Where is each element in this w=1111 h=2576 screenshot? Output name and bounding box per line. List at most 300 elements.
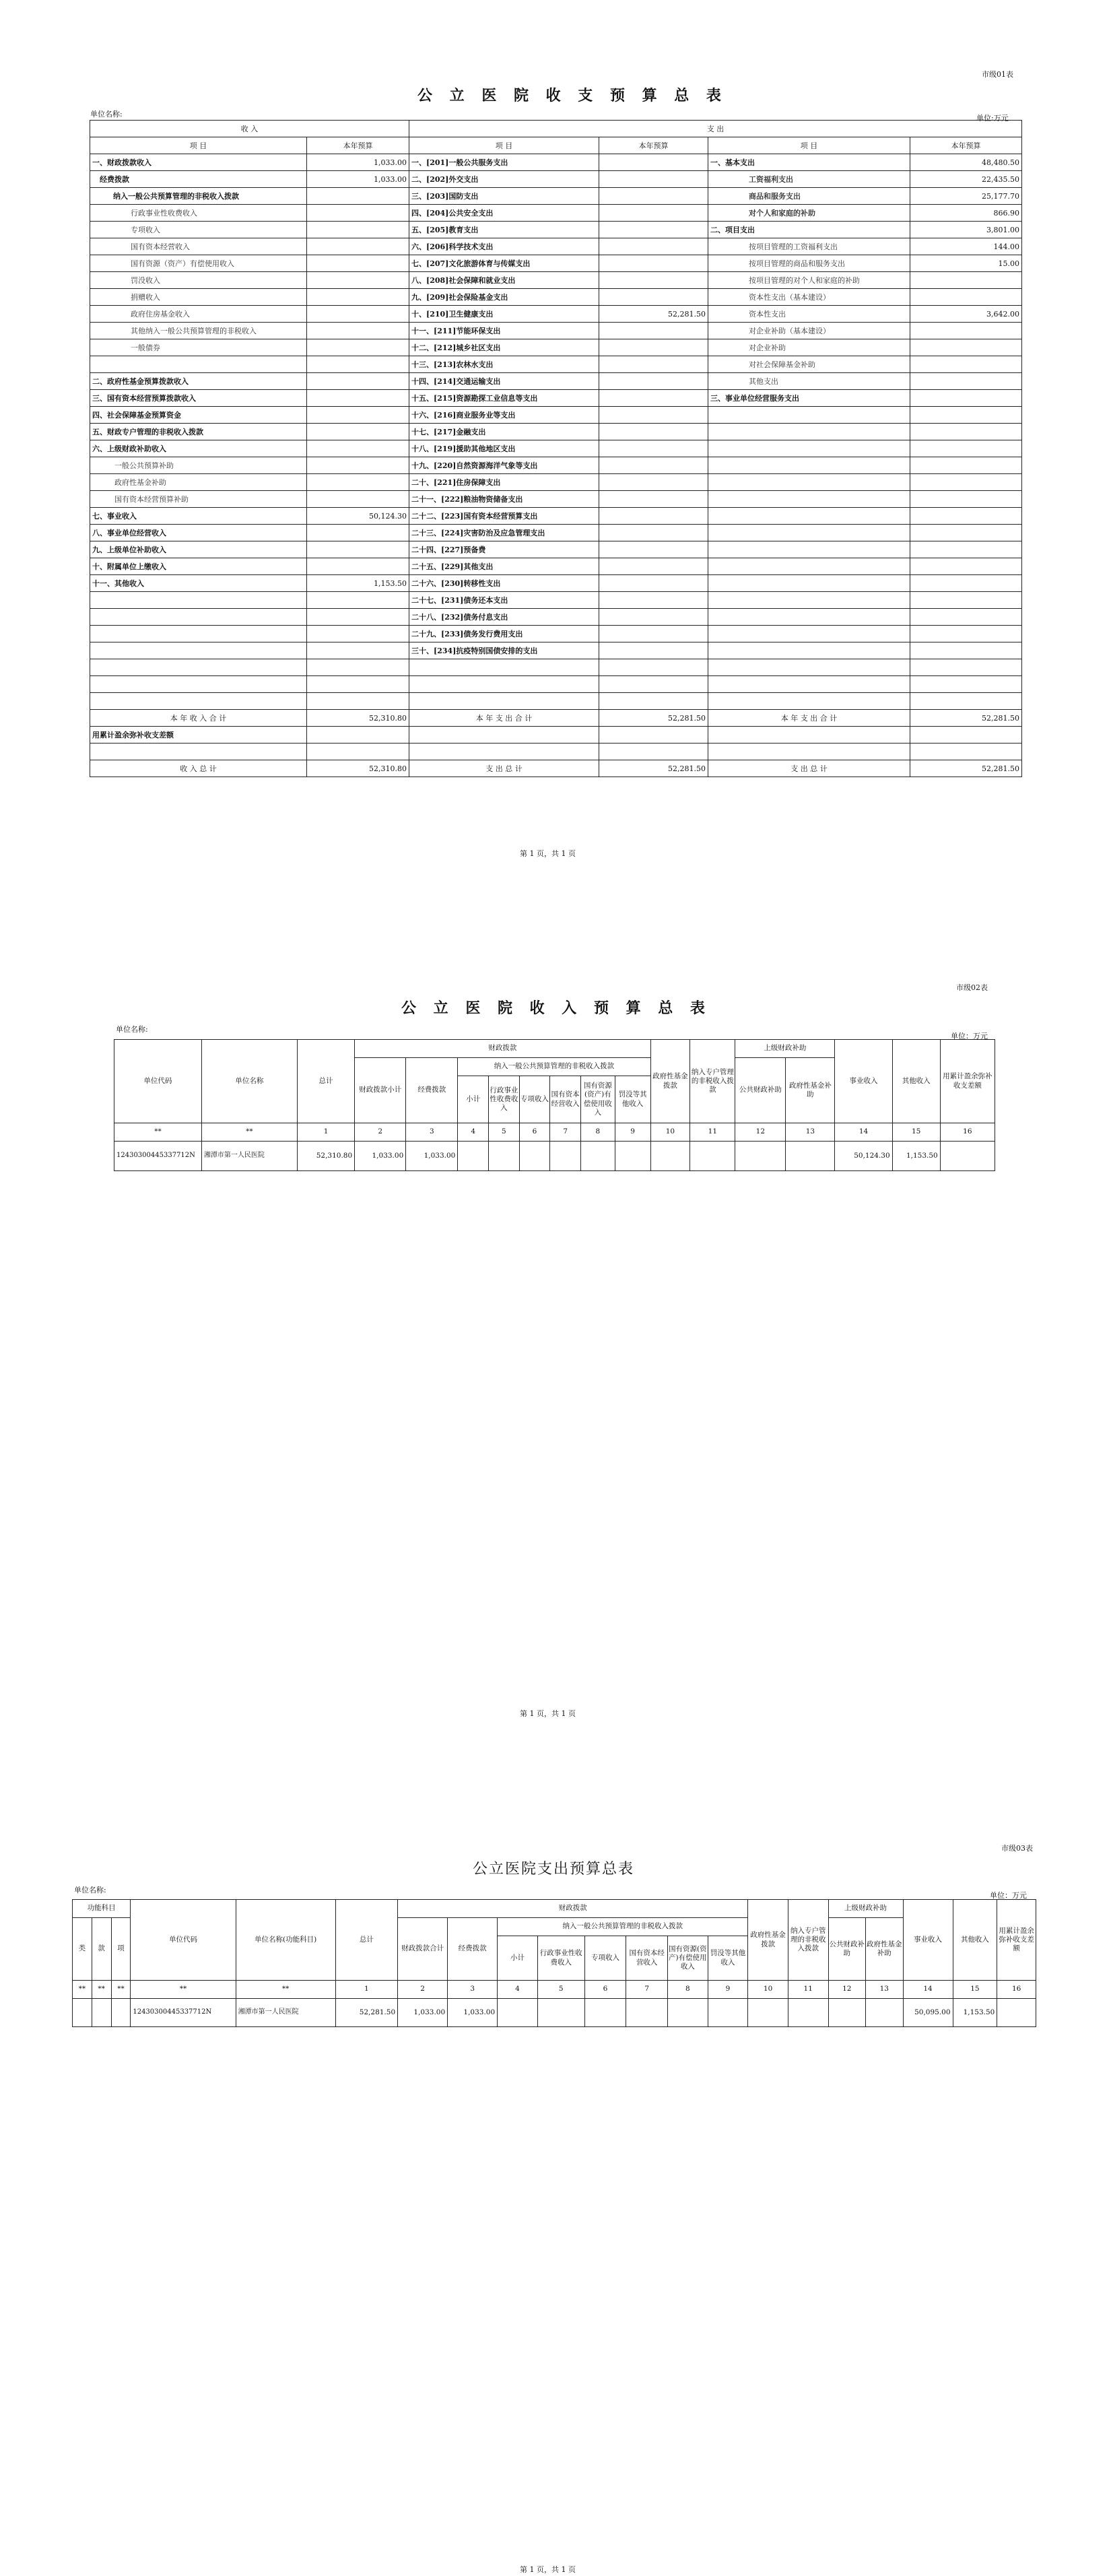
column-number: 7 bbox=[626, 1981, 668, 1999]
col-special-account: 纳入专户管理的非税收入拨款 bbox=[788, 1900, 828, 1981]
category-budget bbox=[910, 356, 1022, 373]
expense-category bbox=[708, 575, 910, 592]
expense-category bbox=[708, 440, 910, 457]
col-surplus: 用累计盈余弥补收支差额 bbox=[997, 1900, 1036, 1981]
column-number: 5 bbox=[537, 1981, 584, 1999]
table-row bbox=[90, 592, 1022, 609]
expense-category: 三、事业单位经营服务支出 bbox=[708, 390, 910, 407]
column-number: 2 bbox=[355, 1123, 406, 1142]
empty-cell bbox=[409, 744, 599, 760]
income-item bbox=[90, 356, 307, 373]
column-number: 11 bbox=[788, 1981, 828, 1999]
empty-cell bbox=[307, 744, 409, 760]
data-cell bbox=[519, 1142, 550, 1171]
income-item: 十、附属单位上缴收入 bbox=[90, 558, 307, 575]
expense-item: 二十六、[230]转移性支出 bbox=[409, 575, 599, 592]
page-3 bbox=[0, 1818, 1111, 2576]
col-other: 其他收入 bbox=[953, 1900, 997, 1981]
income-budget bbox=[307, 424, 409, 440]
income-item bbox=[90, 609, 307, 626]
income-budget bbox=[307, 659, 409, 676]
col-public-finance: 公共财政补助 bbox=[735, 1058, 786, 1123]
income-budget bbox=[307, 440, 409, 457]
expense-budget bbox=[599, 491, 708, 508]
data-cell bbox=[828, 1999, 866, 2027]
expense-budget bbox=[599, 525, 708, 541]
income-item bbox=[90, 642, 307, 659]
column-number: 5 bbox=[489, 1123, 520, 1142]
category-budget bbox=[910, 289, 1022, 306]
expense-category: 按项目管理的对个人和家庭的补助 bbox=[708, 272, 910, 289]
category-budget bbox=[910, 491, 1022, 508]
expense-item: 十一、[211]节能环保支出 bbox=[409, 323, 599, 339]
category-budget bbox=[910, 558, 1022, 575]
table-row bbox=[90, 154, 1022, 171]
income-item: 专项收入 bbox=[90, 222, 307, 238]
column-header-row bbox=[90, 137, 1022, 154]
category-budget bbox=[910, 626, 1022, 642]
expense-total-label: 本 年 支 出 合 计 bbox=[409, 710, 599, 727]
table-row bbox=[90, 659, 1022, 676]
table-row bbox=[90, 575, 1022, 592]
table-row bbox=[90, 474, 1022, 491]
category-budget: 22,435.50 bbox=[910, 171, 1022, 188]
expense-category bbox=[708, 609, 910, 626]
column-number: 6 bbox=[584, 1981, 626, 1999]
empty-cell bbox=[910, 744, 1022, 760]
expense-item: 二十一、[222]粮油物资储备支出 bbox=[409, 491, 599, 508]
expense-budget bbox=[599, 541, 708, 558]
table-row bbox=[90, 205, 1022, 222]
empty-cell bbox=[708, 727, 910, 744]
category-budget: 866.90 bbox=[910, 205, 1022, 222]
col-gov-fund-subsidy: 政府性基金补助 bbox=[786, 1058, 835, 1123]
table-row bbox=[90, 188, 1022, 205]
expense-item: 二、[202]外交支出 bbox=[409, 171, 599, 188]
data-cell: 1,153.50 bbox=[892, 1142, 940, 1171]
expense-category bbox=[708, 525, 910, 541]
category-budget: 48,480.50 bbox=[910, 154, 1022, 171]
income-budget bbox=[307, 272, 409, 289]
income-budget bbox=[307, 642, 409, 659]
expense-item bbox=[409, 659, 599, 676]
col-upper: 上级财政补助 bbox=[828, 1900, 903, 1918]
table-row bbox=[90, 642, 1022, 659]
expense-budget bbox=[599, 255, 708, 272]
col-upper: 上级财政补助 bbox=[735, 1040, 835, 1058]
expense-item: 一、[201]一般公共服务支出 bbox=[409, 154, 599, 171]
table-row bbox=[90, 373, 1022, 390]
col-item: 项 目 bbox=[90, 137, 307, 154]
expense-category: 商品和服务支出 bbox=[708, 188, 910, 205]
column-number: ** bbox=[73, 1981, 92, 1999]
column-number: 9 bbox=[615, 1123, 650, 1142]
expense-budget bbox=[599, 205, 708, 222]
data-cell bbox=[786, 1142, 835, 1171]
data-cell bbox=[650, 1142, 690, 1171]
income-budget bbox=[307, 222, 409, 238]
income-budget: 1,033.00 bbox=[307, 154, 409, 171]
table-row bbox=[90, 238, 1022, 255]
col-funding: 经费拨款 bbox=[406, 1058, 458, 1123]
income-budget bbox=[307, 238, 409, 255]
table-row bbox=[90, 693, 1022, 710]
unit-label: 单位：万元 bbox=[951, 1032, 988, 1041]
unit-label: 单位:万元 bbox=[976, 114, 1009, 123]
expense-budget bbox=[599, 457, 708, 474]
expense-budget bbox=[599, 323, 708, 339]
column-number: ** bbox=[201, 1123, 297, 1142]
expense-budget bbox=[599, 642, 708, 659]
expense-category bbox=[708, 676, 910, 693]
column-number: 1 bbox=[297, 1123, 354, 1142]
category-grand-label: 支 出 总 计 bbox=[708, 760, 910, 777]
expense-item: 十八、[219]援助其他地区支出 bbox=[409, 440, 599, 457]
income-budget-table bbox=[114, 1039, 995, 1171]
category-budget bbox=[910, 659, 1022, 676]
column-number: 7 bbox=[550, 1123, 581, 1142]
expense-category: 对社会保障基金补助 bbox=[708, 356, 910, 373]
category-budget bbox=[910, 457, 1022, 474]
column-number: 13 bbox=[786, 1123, 835, 1142]
income-expense-table bbox=[90, 120, 1022, 777]
expense-category bbox=[708, 541, 910, 558]
data-cell: 1,033.00 bbox=[406, 1142, 458, 1171]
column-number: 13 bbox=[866, 1981, 904, 1999]
column-number: 10 bbox=[650, 1123, 690, 1142]
income-budget bbox=[307, 541, 409, 558]
income-item: 国有资源（资产）有偿使用收入 bbox=[90, 255, 307, 272]
col-budget: 本年预算 bbox=[910, 137, 1022, 154]
expense-item: 十二、[212]城乡社区支出 bbox=[409, 339, 599, 356]
data-cell bbox=[458, 1142, 489, 1171]
table-row bbox=[90, 306, 1022, 323]
data-cell: 1,153.50 bbox=[953, 1999, 997, 2027]
income-item: 政府性基金补助 bbox=[90, 474, 307, 491]
expense-category bbox=[708, 457, 910, 474]
table-row bbox=[90, 390, 1022, 407]
section-header-row bbox=[90, 121, 1022, 137]
income-item: 其他纳入一般公共预算管理的非税收入 bbox=[90, 323, 307, 339]
col-nontax: 纳入一般公共预算管理的非税收入拨款 bbox=[458, 1058, 650, 1076]
income-item bbox=[90, 693, 307, 710]
page-2 bbox=[0, 943, 1111, 1818]
col-fee: 行政事业性收费收入 bbox=[489, 1076, 520, 1123]
col-unit-code: 单位代码 bbox=[131, 1900, 236, 1981]
category-budget bbox=[910, 609, 1022, 626]
income-item: 行政事业性收费收入 bbox=[90, 205, 307, 222]
category-budget bbox=[910, 390, 1022, 407]
empty-cell bbox=[708, 744, 910, 760]
income-budget bbox=[307, 306, 409, 323]
category-grand-value: 52,281.50 bbox=[910, 760, 1022, 777]
income-item: 七、事业收入 bbox=[90, 508, 307, 525]
column-number: 4 bbox=[458, 1123, 489, 1142]
expense-item: 五、[205]教育支出 bbox=[409, 222, 599, 238]
table-row bbox=[90, 424, 1022, 440]
income-item: 经费拨款 bbox=[90, 171, 307, 188]
income-budget bbox=[307, 289, 409, 306]
category-budget bbox=[910, 407, 1022, 424]
expense-budget bbox=[599, 154, 708, 171]
surplus-row bbox=[90, 727, 1022, 744]
category-budget bbox=[910, 592, 1022, 609]
col-function-subject: 功能科目 bbox=[73, 1900, 131, 1918]
expense-budget bbox=[599, 424, 708, 440]
expense-grand-value: 52,281.50 bbox=[599, 760, 708, 777]
expense-budget bbox=[599, 609, 708, 626]
col-total: 总计 bbox=[297, 1040, 354, 1123]
col-state-resource: 国有资源(资产)有偿使用收入 bbox=[668, 1936, 708, 1981]
expense-category bbox=[708, 626, 910, 642]
category-budget bbox=[910, 525, 1022, 541]
expense-budget bbox=[599, 676, 708, 693]
table-row bbox=[90, 541, 1022, 558]
col-state-resource: 国有资源(资产)有偿使用收入 bbox=[581, 1076, 615, 1123]
table-row bbox=[90, 339, 1022, 356]
column-number: 8 bbox=[668, 1981, 708, 1999]
data-cell bbox=[940, 1142, 995, 1171]
data-cell: 52,281.50 bbox=[335, 1999, 398, 2027]
income-item: 六、上级财政补助收入 bbox=[90, 440, 307, 457]
expense-budget bbox=[599, 626, 708, 642]
column-number: 6 bbox=[519, 1123, 550, 1142]
column-number: ** bbox=[236, 1981, 335, 1999]
category-budget bbox=[910, 440, 1022, 457]
table-row bbox=[90, 558, 1022, 575]
income-item: 国有资本经营预算补助 bbox=[90, 491, 307, 508]
grand-total-row bbox=[90, 760, 1022, 777]
page-1 bbox=[0, 0, 1111, 943]
data-cell bbox=[668, 1999, 708, 2027]
income-budget: 50,124.30 bbox=[307, 508, 409, 525]
income-budget bbox=[307, 626, 409, 642]
page-footer: 第 1 页，共 1 页 bbox=[520, 2565, 576, 2574]
income-budget bbox=[307, 373, 409, 390]
income-item: 捐赠收入 bbox=[90, 289, 307, 306]
category-budget: 3,801.00 bbox=[910, 222, 1022, 238]
column-number: 10 bbox=[748, 1981, 788, 1999]
income-grand-label: 收 入 总 计 bbox=[90, 760, 307, 777]
expense-item: 二十九、[233]债务发行费用支出 bbox=[409, 626, 599, 642]
income-item bbox=[90, 626, 307, 642]
expense-item bbox=[409, 676, 599, 693]
expense-budget bbox=[599, 558, 708, 575]
col-unit-code: 单位代码 bbox=[114, 1040, 202, 1123]
expense-category bbox=[708, 659, 910, 676]
col-item: 项 目 bbox=[708, 137, 910, 154]
category-budget bbox=[910, 508, 1022, 525]
data-cell bbox=[498, 1999, 538, 2027]
col-budget: 本年预算 bbox=[599, 137, 708, 154]
table-row bbox=[90, 323, 1022, 339]
expense-item: 三、[203]国防支出 bbox=[409, 188, 599, 205]
data-cell bbox=[550, 1142, 581, 1171]
expense-budget bbox=[599, 575, 708, 592]
page-title: 公 立 医 院 收 入 预 算 总 表 bbox=[401, 999, 711, 1017]
expense-category bbox=[708, 592, 910, 609]
expense-category: 一、基本支出 bbox=[708, 154, 910, 171]
expense-item: 八、[208]社会保障和就业支出 bbox=[409, 272, 599, 289]
unit-code: 12430300445337712N bbox=[131, 1999, 236, 2027]
table-row bbox=[90, 255, 1022, 272]
data-cell: 1,033.00 bbox=[448, 1999, 498, 2027]
expense-budget-table bbox=[72, 1899, 1036, 2027]
expense-item: 二十四、[227]预备费 bbox=[409, 541, 599, 558]
income-budget bbox=[307, 407, 409, 424]
column-number: ** bbox=[114, 1123, 202, 1142]
col-fee: 行政事业性收费收入 bbox=[537, 1936, 584, 1981]
data-cell: 50,124.30 bbox=[835, 1142, 892, 1171]
income-budget: 1,033.00 bbox=[307, 171, 409, 188]
column-number: 14 bbox=[835, 1123, 892, 1142]
unit-code: 12430300445337712N bbox=[114, 1142, 202, 1171]
empty-cell bbox=[599, 727, 708, 744]
income-budget bbox=[307, 205, 409, 222]
empty-cell bbox=[409, 727, 599, 744]
column-number-row bbox=[73, 1981, 1036, 1999]
data-cell: 1,033.00 bbox=[355, 1142, 406, 1171]
empty-cell bbox=[307, 727, 409, 744]
col-state-capital: 国有资本经营收入 bbox=[550, 1076, 581, 1123]
expense-budget bbox=[599, 592, 708, 609]
empty-cell bbox=[910, 727, 1022, 744]
category-budget bbox=[910, 642, 1022, 659]
col-subtotal: 小计 bbox=[458, 1076, 489, 1123]
expense-budget: 52,281.50 bbox=[599, 306, 708, 323]
table-row bbox=[90, 609, 1022, 626]
expense-budget bbox=[599, 407, 708, 424]
expense-category bbox=[708, 558, 910, 575]
data-cell bbox=[626, 1999, 668, 2027]
income-budget bbox=[307, 609, 409, 626]
expense-budget bbox=[599, 171, 708, 188]
col-kind: 款 bbox=[92, 1918, 111, 1981]
expense-category: 对企业补助（基本建设） bbox=[708, 323, 910, 339]
col-gov-fund: 政府性基金拨款 bbox=[748, 1900, 788, 1981]
unit-label: 单位：万元 bbox=[990, 1891, 1027, 1900]
column-number: 3 bbox=[448, 1981, 498, 1999]
income-item bbox=[90, 676, 307, 693]
col-class: 类 bbox=[73, 1918, 92, 1981]
data-cell bbox=[73, 1999, 92, 2027]
table-row bbox=[90, 171, 1022, 188]
data-cell: 1,033.00 bbox=[398, 1999, 448, 2027]
expense-item: 二十五、[229]其他支出 bbox=[409, 558, 599, 575]
category-budget: 144.00 bbox=[910, 238, 1022, 255]
category-total-value: 52,281.50 bbox=[910, 710, 1022, 727]
col-gov-fund-subsidy: 政府性基金补助 bbox=[866, 1918, 904, 1981]
column-number-row bbox=[114, 1123, 995, 1142]
income-total-label: 本 年 收 入 合 计 bbox=[90, 710, 307, 727]
income-item bbox=[90, 592, 307, 609]
category-budget bbox=[910, 373, 1022, 390]
expense-item: 十九、[220]自然资源海洋气象等支出 bbox=[409, 457, 599, 474]
income-header: 收 入 bbox=[90, 121, 409, 137]
category-budget bbox=[910, 676, 1022, 693]
income-item: 一、财政拨款收入 bbox=[90, 154, 307, 171]
empty-cell bbox=[90, 744, 307, 760]
data-cell bbox=[584, 1999, 626, 2027]
income-item: 三、国有资本经营预算拨款收入 bbox=[90, 390, 307, 407]
expense-category: 按项目管理的商品和服务支出 bbox=[708, 255, 910, 272]
income-budget bbox=[307, 525, 409, 541]
expense-total-value: 52,281.50 bbox=[599, 710, 708, 727]
table-row bbox=[90, 222, 1022, 238]
expense-category: 对个人和家庭的补助 bbox=[708, 205, 910, 222]
expense-item: 二十、[221]住房保障支出 bbox=[409, 474, 599, 491]
table-row bbox=[90, 272, 1022, 289]
expense-category: 按项目管理的工资福利支出 bbox=[708, 238, 910, 255]
expense-item: 十三、[213]农林水支出 bbox=[409, 356, 599, 373]
surplus-label: 用累计盈余弥补收支差额 bbox=[90, 727, 307, 744]
income-item: 一般债券 bbox=[90, 339, 307, 356]
expense-budget bbox=[599, 373, 708, 390]
expense-header: 支 出 bbox=[409, 121, 1022, 137]
table-row bbox=[90, 356, 1022, 373]
column-number: ** bbox=[131, 1981, 236, 1999]
table-row bbox=[90, 626, 1022, 642]
table-row bbox=[90, 440, 1022, 457]
col-fiscal: 财政拨款 bbox=[398, 1900, 748, 1918]
expense-item: 二十八、[232]债务付息支出 bbox=[409, 609, 599, 626]
income-item: 二、政府性基金预算拨款收入 bbox=[90, 373, 307, 390]
col-item: 项 目 bbox=[409, 137, 599, 154]
expense-budget bbox=[599, 222, 708, 238]
income-item: 纳入一般公共预算管理的非税收入拨款 bbox=[90, 188, 307, 205]
column-number: 12 bbox=[828, 1981, 866, 1999]
expense-budget bbox=[599, 474, 708, 491]
data-cell bbox=[615, 1142, 650, 1171]
form-number: 市级02表 bbox=[956, 983, 988, 992]
category-budget bbox=[910, 272, 1022, 289]
income-total-value: 52,310.80 bbox=[307, 710, 409, 727]
data-cell bbox=[489, 1142, 520, 1171]
table-row bbox=[90, 491, 1022, 508]
expense-category: 资本性支出 bbox=[708, 306, 910, 323]
income-budget bbox=[307, 457, 409, 474]
data-cell bbox=[708, 1999, 748, 2027]
expense-item: 四、[204]公共安全支出 bbox=[409, 205, 599, 222]
page-title: 公立医院支出预算总表 bbox=[473, 1861, 635, 1878]
col-business: 事业收入 bbox=[835, 1040, 892, 1123]
income-item: 国有资本经营收入 bbox=[90, 238, 307, 255]
column-number: 1 bbox=[335, 1981, 398, 1999]
table-row bbox=[90, 508, 1022, 525]
column-number: 15 bbox=[892, 1123, 940, 1142]
expense-budget bbox=[599, 188, 708, 205]
expense-category bbox=[708, 508, 910, 525]
category-budget bbox=[910, 575, 1022, 592]
col-unit-name: 单位名称 bbox=[201, 1040, 297, 1123]
expense-category bbox=[708, 424, 910, 440]
expense-category bbox=[708, 491, 910, 508]
unit-name-label: 单位名称: bbox=[90, 110, 123, 119]
col-public-finance: 公共财政补助 bbox=[828, 1918, 866, 1981]
col-gov-fund: 政府性基金拨款 bbox=[650, 1040, 690, 1123]
category-budget: 3,642.00 bbox=[910, 306, 1022, 323]
expense-budget bbox=[599, 390, 708, 407]
column-number: ** bbox=[92, 1981, 111, 1999]
income-budget bbox=[307, 592, 409, 609]
category-budget bbox=[910, 339, 1022, 356]
column-number: 16 bbox=[940, 1123, 995, 1142]
data-cell bbox=[997, 1999, 1036, 2027]
empty-cell bbox=[599, 744, 708, 760]
col-fiscal-subtotal: 财政拨款小计 bbox=[355, 1058, 406, 1123]
expense-category bbox=[708, 474, 910, 491]
income-item: 四、社会保障基金预算资金 bbox=[90, 407, 307, 424]
